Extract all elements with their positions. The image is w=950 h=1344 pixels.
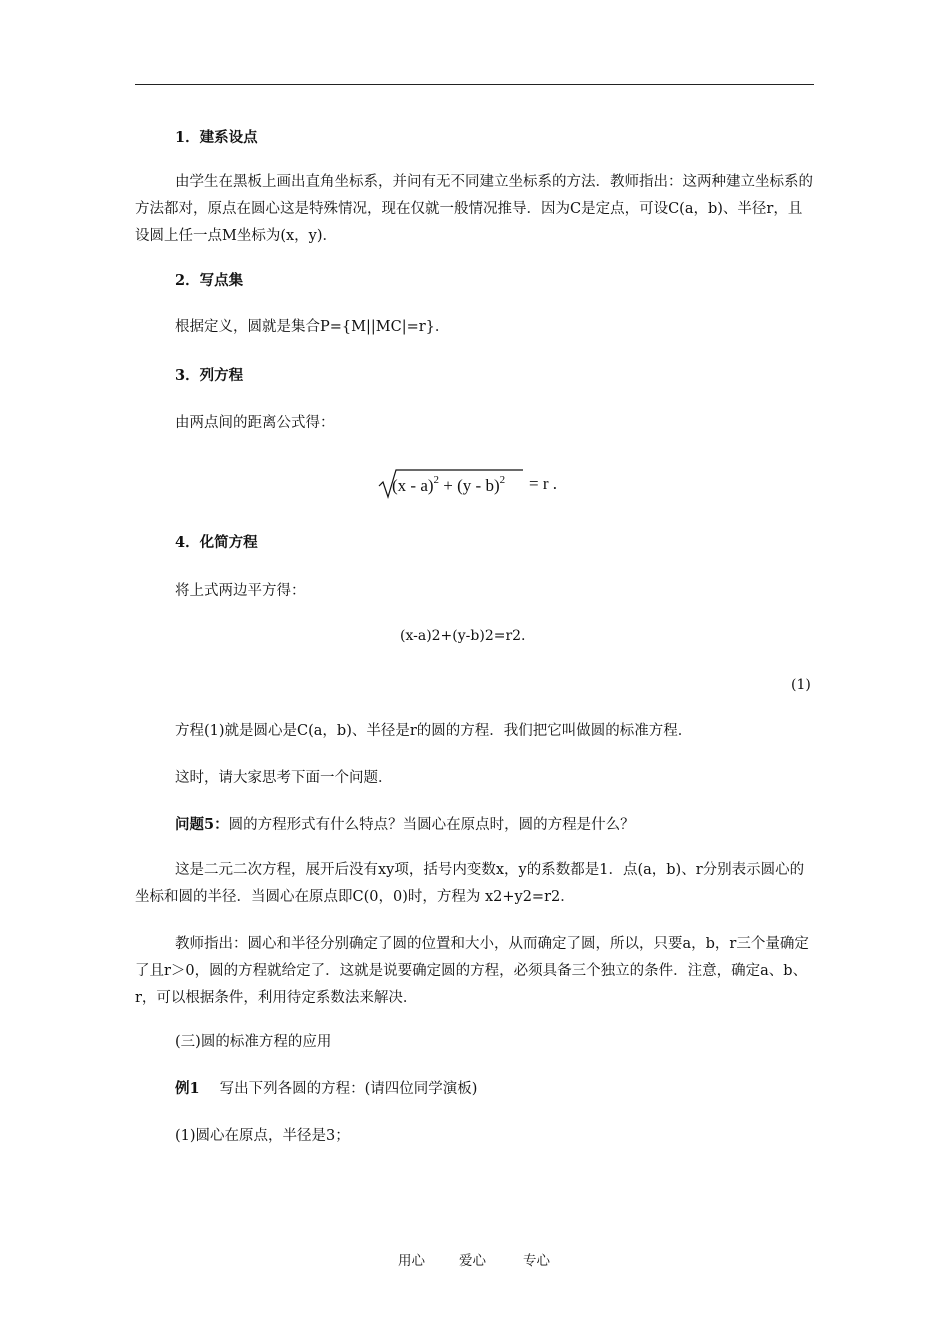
section2-body: 根据定义，圆就是集合P={M||MC|=r}． (175, 319, 450, 335)
footer-text-2: 爱心 (459, 1253, 486, 1269)
paragraph-standard-form: 方程(1)就是圆心是C(a，b)、半径是r的圆的方程．我们把它叫做圆的标准方程． (175, 723, 693, 739)
section3-heading: 3．列方程 (175, 367, 244, 384)
formula-rhs: = r . (529, 474, 557, 493)
question-5 (175, 815, 635, 835)
section1-body: 由学生在黑板上画出直角坐标系，并问有无不同建立坐标系的方法．教师指出：这两种建立坐标系的方法都对，原点在圆心这是特殊情况，现在仅就一般情况推导．因为C是定点，可设C(a，b)、半径r，且设圆上任一点M坐标为(x，y)． (135, 174, 813, 244)
section3-body: 由两点间的距离公式得： (175, 415, 335, 431)
header-rule (135, 84, 814, 85)
paragraph-characteristics: 这是二元二次方程，展开后没有xy项，括号内变数x，y的系数都是1．点(a，b)、r分别表示圆心的坐标和圆的半径．当圆心在原点即C(0，0)时，方程为 x2+y2=r2． (135, 862, 805, 905)
standard-equation: (x-a)2+(y-b)2=r2. (400, 628, 526, 644)
example-label: 例1 (175, 1080, 200, 1097)
example-item-1: (1)圆心在原点，半径是3； (175, 1128, 350, 1144)
section4-heading: 4．化简方程 (175, 534, 258, 551)
section1-heading: 1．建系设点 (175, 129, 258, 146)
footer-text-3: 专心 (523, 1253, 550, 1269)
formula-term1: (x - a) (392, 476, 434, 495)
section4-body: 将上式两边平方得： (175, 583, 306, 599)
section2-heading: 2．写点集 (175, 272, 244, 289)
paragraph-think: 这时，请大家思考下面一个问题． (175, 770, 393, 786)
footer-text-1: 用心 (398, 1253, 425, 1269)
paragraph-teacher-note: 教师指出：圆心和半径分别确定了圆的位置和大小，从而确定了圆，所以，只要a，b，r三个量确定了且r＞0，圆的方程就给定了．这就是说要确定圆的方程，必须具备三个独立的条件．注意，确定a、b、r，可以根据条件，利用待定系数法来解决． (135, 936, 809, 1006)
question-text: 圆的方程形式有什么特点？当圆心在原点时，圆的方程是什么？ (228, 817, 635, 833)
equation-number: (1) (791, 677, 811, 693)
formula-plus: + (443, 476, 453, 495)
formula-term2: (y - b) (457, 476, 500, 495)
subsection-heading: (三)圆的标准方程的应用 (175, 1034, 332, 1050)
question-label: 问题5： (175, 816, 229, 833)
formula-exp1: 2 (433, 474, 440, 486)
example-text: 写出下列各圆的方程：(请四位同学演板) (219, 1081, 478, 1097)
formula-exp2: 2 (499, 474, 506, 486)
example-1 (175, 1079, 477, 1099)
